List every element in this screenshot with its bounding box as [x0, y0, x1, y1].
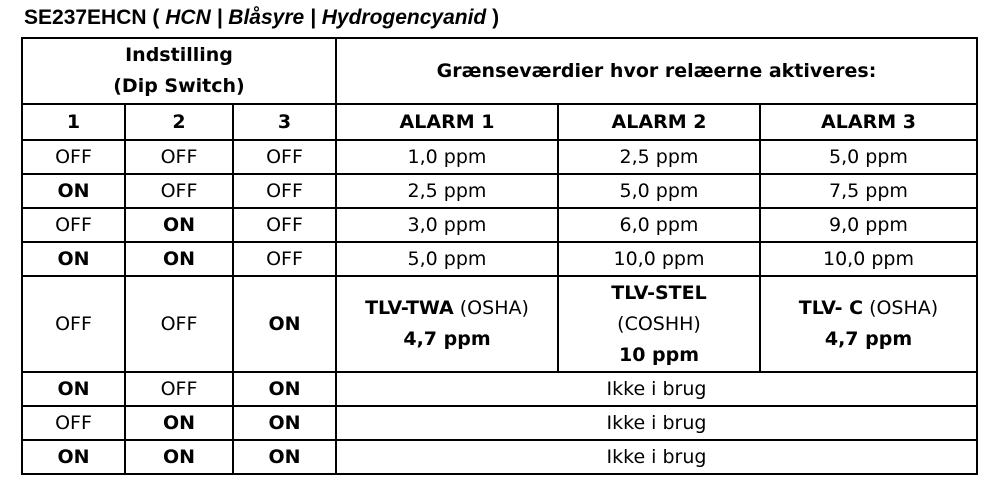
switch-2-cell: OFF	[125, 174, 233, 208]
switch-3-cell: ON	[233, 440, 336, 474]
alarm-2-cell: 6,0 ppm	[558, 208, 760, 242]
switch-1-cell: ON	[22, 242, 125, 276]
alarm-1-cell: 5,0 ppm	[336, 242, 558, 276]
switch-2-cell: ON	[125, 242, 233, 276]
table-row	[22, 174, 977, 208]
switch-1-cell: OFF	[22, 140, 125, 174]
alarm-2-cell: 10,0 ppm	[558, 242, 760, 276]
tlv-stel-label: TLV-STEL	[611, 281, 707, 304]
switch-3-header: 3	[233, 104, 336, 140]
alarm-3-cell: 9,0 ppm	[760, 208, 977, 242]
table-row	[22, 406, 977, 440]
switch-2-cell: OFF	[125, 372, 233, 406]
switch-3-cell: OFF	[233, 208, 336, 242]
switch-1-header: 1	[22, 104, 125, 140]
tlv-twa-label: TLV-TWA	[365, 297, 454, 319]
switch-2-cell: OFF	[125, 140, 233, 174]
title-open-paren: (	[152, 6, 160, 29]
alarm-2-header: ALARM 2	[558, 104, 760, 140]
switch-3-cell: OFF	[233, 242, 336, 276]
switch-1-cell: OFF	[22, 208, 125, 242]
not-in-use-cell: Ikke i brug	[336, 440, 977, 474]
tlv-c-label: TLV- C	[798, 297, 864, 319]
switch-3-cell: ON	[233, 276, 336, 372]
table-row	[22, 440, 977, 474]
dip-header-line2: (Dip Switch)	[113, 75, 245, 97]
title-close-paren: )	[492, 6, 500, 29]
table-row	[22, 208, 977, 242]
switch-2-cell: ON	[125, 208, 233, 242]
limits-header: Grænseværdier hvor relæerne aktiveres:	[336, 38, 977, 104]
tlv-c-label-line	[761, 293, 976, 324]
table-row	[22, 140, 977, 174]
table-row-tlv	[22, 276, 977, 372]
switch-3-cell: OFF	[233, 140, 336, 174]
tlv-c-value: 4,7 ppm	[824, 328, 913, 350]
table-header-row	[22, 38, 977, 104]
product-code: SE237EHCN	[24, 6, 147, 29]
switch-1-cell: ON	[22, 174, 125, 208]
tlv-twa-source: (OSHA)	[459, 297, 529, 319]
tlv-c-source: (OSHA)	[869, 297, 939, 319]
switch-3-cell: OFF	[233, 174, 336, 208]
table-row	[22, 242, 977, 276]
column-header-row	[22, 104, 977, 140]
alarm-2-cell: 2,5 ppm	[558, 140, 760, 174]
switch-1-cell: OFF	[22, 276, 125, 372]
switch-2-cell: ON	[125, 406, 233, 440]
switch-3-cell: ON	[233, 406, 336, 440]
switch-1-cell: ON	[22, 440, 125, 474]
tlv-twa-label-line	[337, 293, 557, 324]
tlv-twa-cell	[336, 276, 558, 372]
not-in-use-cell: Ikke i brug	[336, 372, 977, 406]
dip-header-line1: Indstilling	[125, 44, 233, 66]
switch-1-cell: OFF	[22, 406, 125, 440]
alarm-3-header: ALARM 3	[760, 104, 977, 140]
tlv-stel-value: 10 ppm	[618, 343, 700, 366]
tlv-stel-cell	[558, 276, 760, 372]
dip-switch-header	[22, 38, 336, 104]
table-row	[22, 372, 977, 406]
not-in-use-cell: Ikke i brug	[336, 406, 977, 440]
switch-2-cell: OFF	[125, 276, 233, 372]
alarm-1-header: ALARM 1	[336, 104, 558, 140]
switch-1-cell: ON	[22, 372, 125, 406]
gas-names: HCN | Blåsyre | Hydrogencyanid	[165, 6, 487, 29]
switch-2-cell: ON	[125, 440, 233, 474]
alarm-3-cell: 10,0 ppm	[760, 242, 977, 276]
switch-3-cell: ON	[233, 372, 336, 406]
alarm-1-cell: 2,5 ppm	[336, 174, 558, 208]
alarm-2-cell: 5,0 ppm	[558, 174, 760, 208]
tlv-twa-value: 4,7 ppm	[403, 328, 491, 350]
alarm-1-cell: 1,0 ppm	[336, 140, 558, 174]
alarm-3-cell: 5,0 ppm	[760, 140, 977, 174]
dip-switch-table	[21, 37, 978, 475]
alarm-3-cell: 7,5 ppm	[760, 174, 977, 208]
alarm-1-cell: 3,0 ppm	[336, 208, 558, 242]
page-title	[24, 6, 499, 30]
switch-2-header: 2	[125, 104, 233, 140]
tlv-stel-source: (COSHH)	[617, 312, 701, 335]
tlv-c-cell	[760, 276, 977, 372]
